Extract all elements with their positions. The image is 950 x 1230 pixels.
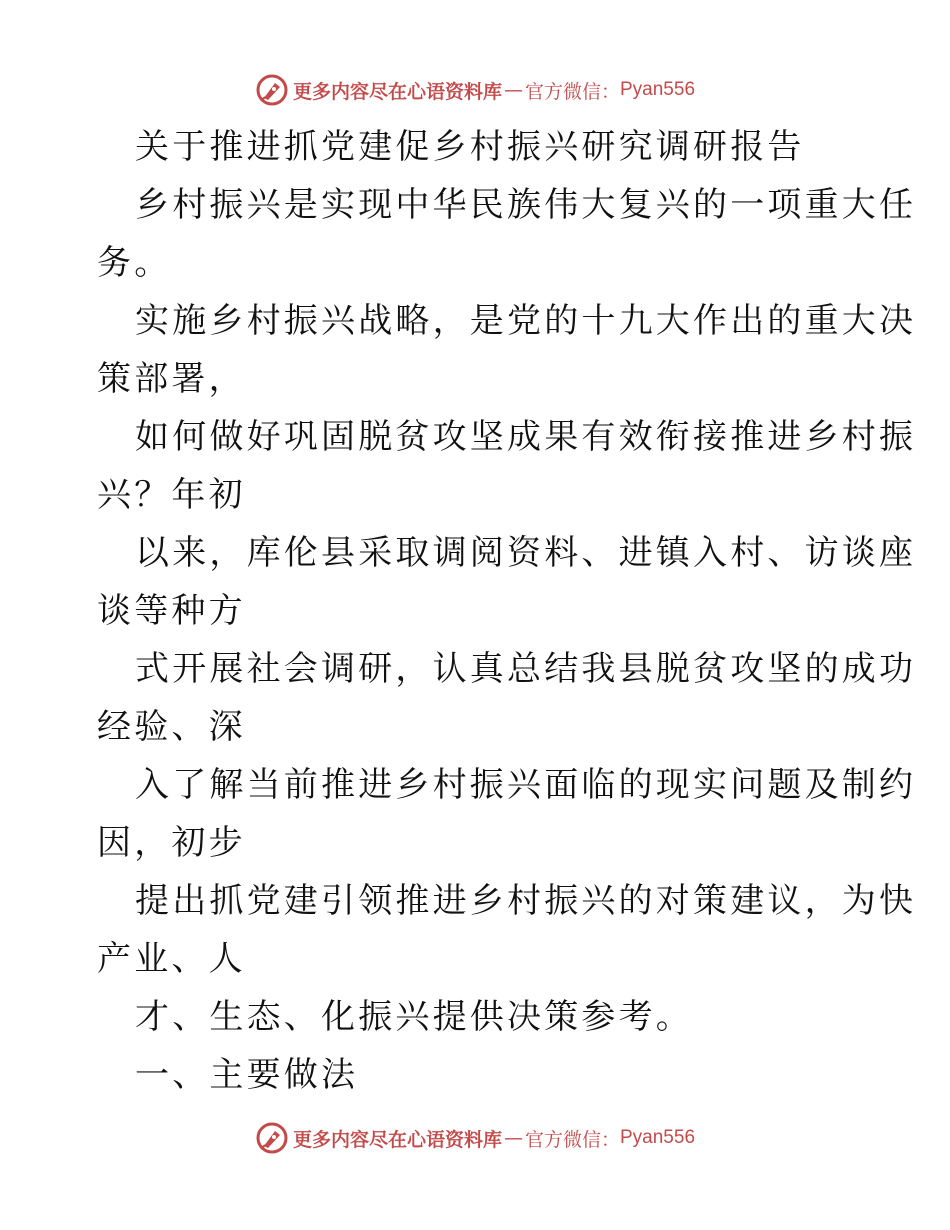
document-body [97, 118, 917, 1104]
paragraph-line: 实施乡村振兴战略，是党的十九大作出的重大决 [135, 301, 917, 341]
banner-separator: — [503, 1127, 523, 1149]
pen-nib-circle-icon [255, 1121, 289, 1155]
banner-wechat-id: Pyan556 [620, 79, 696, 100]
paragraph-line: 才、生态、化振兴提供决策参考。 [135, 997, 693, 1037]
paragraph-line: 以来，库伦县采取调阅资料、进镇入村、访谈座 [135, 533, 917, 573]
paragraph-line: 入了解当前推进乡村振兴面临的现实问题及制约 [135, 765, 917, 805]
paragraph-line: 务。 [97, 243, 172, 283]
banner-text: 更多内容尽在心语资料库 [292, 80, 502, 103]
paragraph-line: 谈等种方 [97, 591, 246, 631]
banner-separator: — [503, 79, 523, 101]
paragraph-line: 经验、深 [97, 707, 246, 747]
paragraph-line: 策部署， [97, 359, 246, 399]
banner-wechat-label: 官方微信： [524, 1128, 620, 1151]
banner-text: 更多内容尽在心语资料库 [292, 1128, 502, 1151]
paragraph-line: 产业、人 [97, 939, 246, 979]
footer-banner [0, 1118, 950, 1158]
banner-wechat-id: Pyan556 [620, 1127, 696, 1148]
paragraph-line: 因，初步 [97, 823, 246, 863]
banner-wechat-label: 官方微信： [524, 80, 620, 103]
paragraph-line: 如何做好巩固脱贫攻坚成果有效衔接推进乡村振 [135, 417, 917, 457]
paragraph-line: 乡村振兴是实现中华民族伟大复兴的一项重大任 [135, 185, 917, 225]
header-banner [0, 70, 950, 110]
paragraph-line: 提出抓党建引领推进乡村振兴的对策建议，为快 [135, 881, 917, 921]
pen-nib-circle-icon [255, 73, 289, 107]
document-title: 关于推进抓党建促乡村振兴研究调研报告 [135, 127, 805, 167]
paragraph-line: 兴？年初 [97, 475, 246, 515]
section-heading: 一、主要做法 [135, 1055, 359, 1095]
paragraph-line: 式开展社会调研，认真总结我县脱贫攻坚的成功 [135, 649, 917, 689]
